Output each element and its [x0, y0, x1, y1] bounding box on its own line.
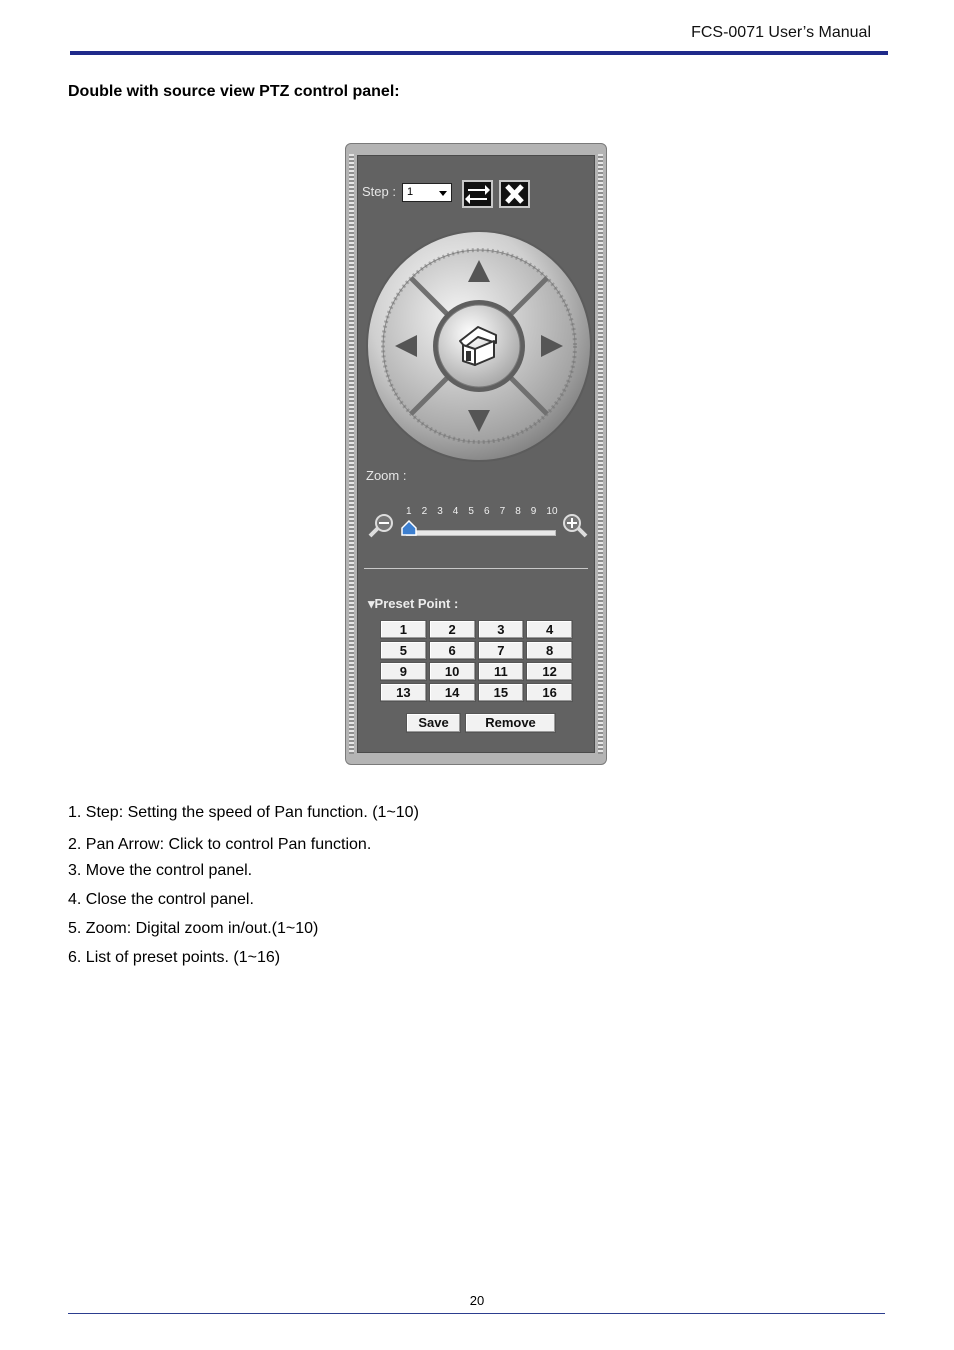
- ptz-panel-body: [357, 155, 595, 753]
- zoom-level-4[interactable]: 4: [452, 506, 459, 517]
- step-label: Step :: [362, 184, 396, 199]
- zoom-slider-track[interactable]: [406, 530, 556, 536]
- preset-button-5[interactable]: 5: [380, 641, 427, 660]
- preset-button-6[interactable]: 6: [429, 641, 476, 660]
- zoom-level-2[interactable]: 2: [421, 506, 428, 517]
- preset-point-label: ▾Preset Point :: [368, 596, 459, 611]
- zoom-control: [366, 506, 590, 546]
- preset-point-grid: [380, 620, 573, 702]
- preset-button-16[interactable]: 16: [526, 683, 573, 702]
- panel-right-rail: [598, 154, 603, 754]
- preset-button-2[interactable]: 2: [429, 620, 476, 639]
- zoom-slider-thumb[interactable]: [401, 520, 417, 536]
- note-item: 3. Move the control panel.: [68, 862, 253, 879]
- zoom-out-icon[interactable]: [366, 512, 396, 540]
- zoom-level-7[interactable]: 7: [499, 506, 506, 517]
- preset-button-1[interactable]: 1: [380, 620, 427, 639]
- preset-button-13[interactable]: 13: [380, 683, 427, 702]
- zoom-level-1[interactable]: 1: [406, 506, 412, 517]
- panel-left-rail: [349, 154, 354, 754]
- note-item: 2. Pan Arrow: Click to control Pan function.: [68, 836, 372, 853]
- section-title: Double with source view PTZ control panel:: [68, 83, 400, 100]
- preset-button-3[interactable]: 3: [478, 620, 525, 639]
- header-rule: [70, 51, 888, 55]
- move-panel-button[interactable]: [462, 180, 493, 208]
- preset-button-7[interactable]: 7: [478, 641, 525, 660]
- zoom-level-8[interactable]: 8: [515, 506, 521, 517]
- footer-rule: [68, 1313, 885, 1314]
- preset-button-12[interactable]: 12: [526, 662, 573, 681]
- preset-button-15[interactable]: 15: [478, 683, 525, 702]
- zoom-level-3[interactable]: 3: [437, 506, 443, 517]
- zoom-label: Zoom :: [366, 468, 407, 483]
- page-number: 20: [469, 1293, 485, 1308]
- remove-preset-button[interactable]: Remove: [465, 713, 556, 733]
- ptz-control-panel: [345, 143, 607, 765]
- step-value: 1: [407, 186, 414, 198]
- zoom-level-9[interactable]: 9: [530, 506, 537, 517]
- pan-direction-pad: [365, 229, 593, 463]
- preset-button-9[interactable]: 9: [380, 662, 427, 681]
- step-select[interactable]: [402, 183, 452, 202]
- preset-button-8[interactable]: 8: [526, 641, 573, 660]
- note-item: 1. Step: Setting the speed of Pan function. (1~10): [68, 804, 419, 821]
- panel-divider: [364, 568, 588, 569]
- header-title: FCS-0071 User’s Manual: [691, 24, 871, 41]
- note-item: 6. List of preset points. (1~16): [68, 949, 281, 966]
- preset-button-11[interactable]: 11: [478, 662, 525, 681]
- preset-button-4[interactable]: 4: [526, 620, 573, 639]
- zoom-level-10[interactable]: 10: [546, 506, 558, 517]
- chevron-down-icon: [439, 191, 447, 196]
- save-preset-button[interactable]: Save: [406, 713, 461, 733]
- zoom-level-6[interactable]: 6: [484, 506, 490, 517]
- zoom-level-5[interactable]: 5: [468, 506, 474, 517]
- note-item: 5. Zoom: Digital zoom in/out.(1~10): [68, 920, 319, 937]
- zoom-in-icon[interactable]: [560, 512, 590, 540]
- preset-button-10[interactable]: 10: [429, 662, 476, 681]
- close-x-icon: [501, 182, 528, 206]
- preset-button-14[interactable]: 14: [429, 683, 476, 702]
- swap-arrows-icon: [464, 182, 491, 206]
- pan-home-button[interactable]: [433, 300, 525, 392]
- note-item: 4. Close the control panel.: [68, 891, 254, 908]
- close-panel-button[interactable]: [499, 180, 530, 208]
